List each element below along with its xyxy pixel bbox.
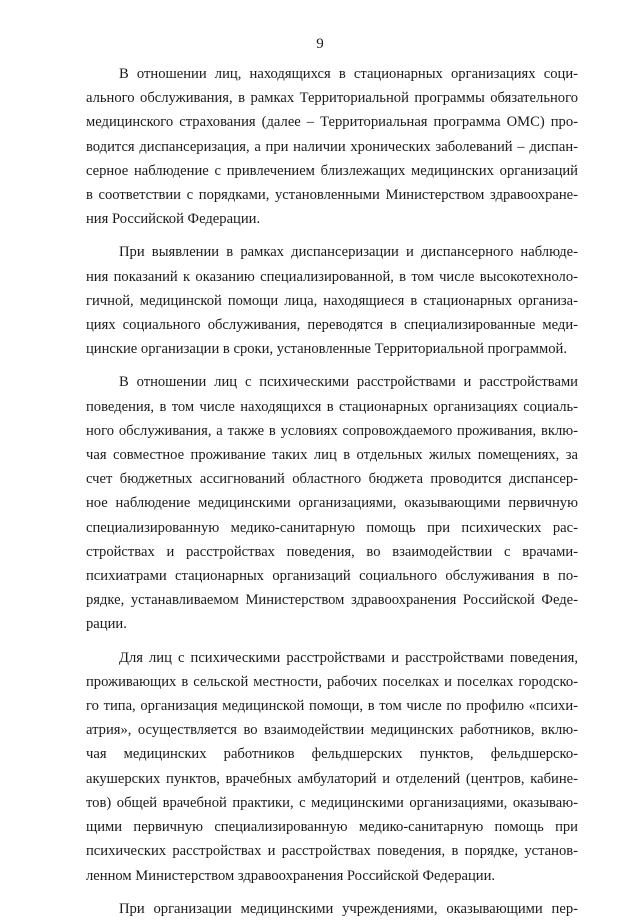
text-line: чая совместное проживание таких лиц в отдельных жилых помещениях, за: [86, 447, 578, 464]
text-line: поведения, в том числе находящихся в стационарных организациях социаль-: [86, 398, 578, 415]
paragraph: [86, 240, 578, 361]
text-line: ленном Министерством здравоохранения Российской Федерации.: [86, 867, 496, 884]
page-number: 9: [316, 36, 324, 52]
text-line: ния Российской Федерации.: [86, 211, 261, 228]
text-line: Для лиц с психическими расстройствами и расстройствами поведения,: [119, 649, 578, 666]
text-line: щими первичную специализированную медико-санитарную помощь при: [86, 819, 578, 836]
text-line: При организации медицинскими учреждениями, оказывающими пер-: [119, 900, 578, 917]
text-line: проживающих в сельской местности, рабочих поселках и поселках городско-: [86, 673, 578, 690]
text-line: рации.: [86, 616, 127, 633]
text-line: ния показаний к оказанию специализированной, в том числе высокотехноло-: [86, 268, 578, 285]
text-line: чая медицинских работников фельдшерских пунктов, фельдшерско-: [86, 746, 578, 763]
text-line: в соответствии с порядками, установленными Министерством здравоохране-: [86, 187, 578, 204]
paragraph: [86, 62, 578, 231]
text-line: акушерских пунктов, врачебных амбулаторий и отделений (центров, кабине-: [86, 770, 578, 787]
paragraph-gap: [86, 361, 578, 370]
text-line: цинские организации в сроки, установленные Территориальной программой.: [86, 341, 567, 358]
paragraph-gap: [86, 637, 578, 646]
paragraph: [86, 897, 578, 921]
document-body: [86, 62, 578, 921]
text-line: циях социального обслуживания, переводятся в специализированные меди-: [86, 317, 578, 334]
text-line: В отношении лиц с психическими расстройствами и расстройствами: [119, 374, 578, 391]
text-line: При выявлении в рамках диспансеризации и диспансерного наблюде-: [119, 244, 578, 261]
text-line: специализированную медико-санитарную помощь при психических рас-: [86, 519, 578, 536]
text-line: тов) общей врачебной практики, с медицинскими организациями, оказываю-: [86, 794, 578, 811]
text-line: психических расстройствах и расстройствах поведения, в порядке, установ-: [86, 843, 578, 860]
text-line: атрия», осуществляется во взаимодействии медицинских работников, вклю-: [86, 722, 578, 739]
text-line: психиатрами стационарных организаций социального обслуживания в по-: [86, 568, 578, 585]
text-line: водится диспансеризация, а при наличии хронических заболеваний – диспан-: [86, 138, 578, 155]
paragraph-gap: [86, 888, 578, 897]
text-line: го типа, организация медицинской помощи, в том числе по профилю «психи-: [86, 698, 578, 715]
text-line: счет бюджетных ассигнований областного бюджета проводится диспансер-: [86, 471, 578, 488]
paragraph: [86, 646, 578, 888]
text-line: В отношении лиц, находящихся в стационарных организациях соци-: [119, 66, 578, 82]
text-line: ное наблюдение медицинскими организациями, оказывающими первичную: [86, 495, 578, 512]
text-line: ного обслуживания, а также в условиях сопровождаемого проживания, вклю-: [86, 422, 578, 439]
text-line: ального обслуживания, в рамках Территориальной программы обязательного: [86, 90, 578, 107]
paragraph: [86, 370, 578, 636]
text-line: стройствах и расстройствах поведения, во взаимодействии с врачами-: [86, 543, 578, 560]
paragraph-gap: [86, 231, 578, 240]
text-line: медицинского страхования (далее – Территориальная программа ОМС) про-: [86, 114, 578, 131]
text-line: гичной, медицинской помощи лица, находящиеся в стационарных организа-: [86, 292, 578, 309]
text-line: серное наблюдение с привлечением близлежащих медицинских организаций: [86, 162, 578, 179]
text-line: рядке, устанавливаемом Министерством здравоохранения Российской Феде-: [86, 592, 578, 609]
